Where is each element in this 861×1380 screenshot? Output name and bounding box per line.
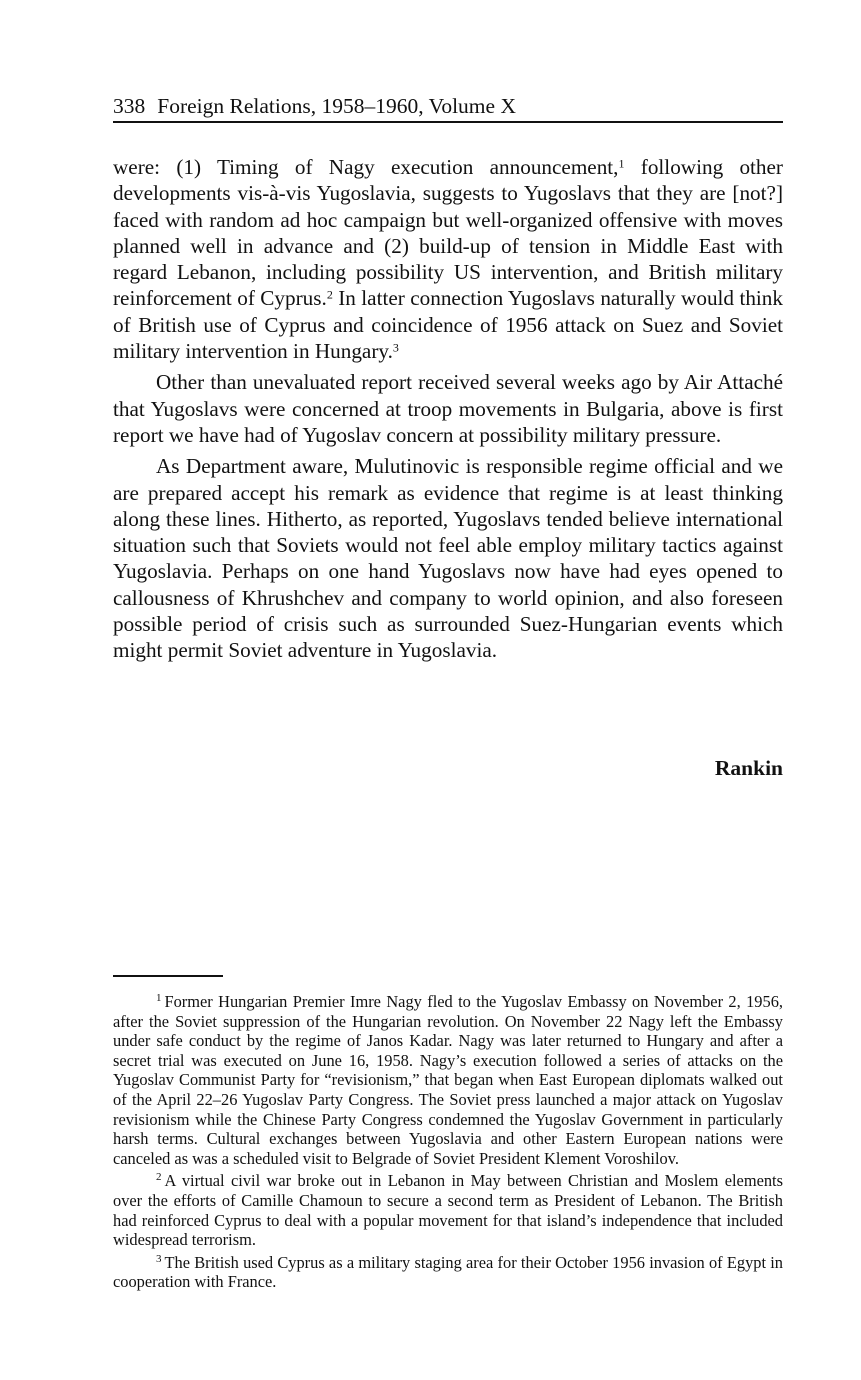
footnote-1-text: Former Hungarian Premier Imre Nagy fled to the Yugoslav Embassy on November 2, 1956, after the Soviet suppression of the Hungarian revolution. On November 22 Nagy left the Embassy under safe conduct by the regime of Janos Kadar. Nagy was later returned to Hungary and after a secret trial was executed on June 16, 1958. Nagy’s execution followed a series of attacks on the Yugoslav Communist Party for “revisionism,” that began when East European diplomats walked out of the April 22–26 Yugoslav Party Congress. The Soviet press launched a major attack on Yugoslav revisionism while the Chinese Party Congress condemned the Yugoslav Government in particularly harsh terms. Cultural exchanges between Yugoslavia and other Eastern European nations were canceled as was a scheduled visit to Belgrade of Soviet President Klement Voroshilov. <box>113 992 783 1168</box>
paragraph-3: As Department aware, Mulutinovic is responsible regime official and we are prepared accept his remark as evidence that regime is at least thinking along these lines. Hitherto, as reported, Yugoslavs tended believe international situation such that Soviets would not feel able employ military tactics against Yugoslavia. Perhaps on one hand Yugoslavs now have had eyes opened to callousness of Khrushchev and company to world opinion, and also foreseen possible period of crisis such as surrounded Suez-Hungarian events which might permit Soviet adventure in Yugoslavia. <box>113 454 783 663</box>
footnote-3-marker: 3 <box>156 1252 162 1265</box>
footnote-ref-1[interactable]: 1 <box>618 156 625 171</box>
footnote-3 <box>113 1253 783 1292</box>
page-number: 338 <box>113 94 146 118</box>
footnotes <box>113 992 783 1295</box>
signature: Rankin <box>714 756 783 780</box>
running-header <box>113 92 783 120</box>
running-title: Foreign Relations, 1958–1960, Volume X <box>157 94 516 118</box>
header-rule <box>113 121 783 123</box>
footnote-rule <box>113 975 223 977</box>
paragraph-1 <box>113 154 783 364</box>
footnote-2-marker: 2 <box>156 1171 162 1184</box>
footnote-2-text: A virtual civil war broke out in Lebanon in May between Christian and Moslem elements over the efforts of Camille Chamoun to secure a second term as President of Lebanon. The British had reinforced Cyprus to deal with a popular movement for that island’s independence that included widespread terrorism. <box>113 1171 783 1250</box>
footnote-ref-3[interactable]: 3 <box>392 340 399 355</box>
body-text <box>113 154 783 664</box>
footnote-3-text: The British used Cyprus as a military staging area for their October 1956 invasion of Egypt in cooperation with France. <box>113 1252 783 1292</box>
footnote-2 <box>113 1171 783 1249</box>
paragraph-1-part-2: following other developments vis-à-vis Yugoslavia, suggests to Yugoslavs that they are [not?] faced with random ad hoc campaign but well-organized offensive with moves planned well in advance and (2) build-up of tension in Middle East with regard Lebanon, including possibility US intervention, and British military reinforcement of Cyprus. <box>113 155 783 311</box>
footnote-1 <box>113 992 783 1168</box>
footnote-1-marker: 1 <box>156 991 162 1004</box>
footnote-ref-2[interactable]: 2 <box>326 287 333 302</box>
paragraph-1-part-1: were: (1) Timing of Nagy execution announcement, <box>113 155 619 179</box>
paragraph-2: Other than unevaluated report received several weeks ago by Air Attaché that Yugoslavs were concerned at troop movements in Bulgaria, above is first report we have had of Yugoslav concern at possibility military pressure. <box>113 370 783 447</box>
paragraph-1-part-3: In latter connection Yugoslavs naturally would think of British use of Cyprus and coincidence of 1956 attack on Suez and Soviet military intervention in Hungary. <box>113 286 783 364</box>
